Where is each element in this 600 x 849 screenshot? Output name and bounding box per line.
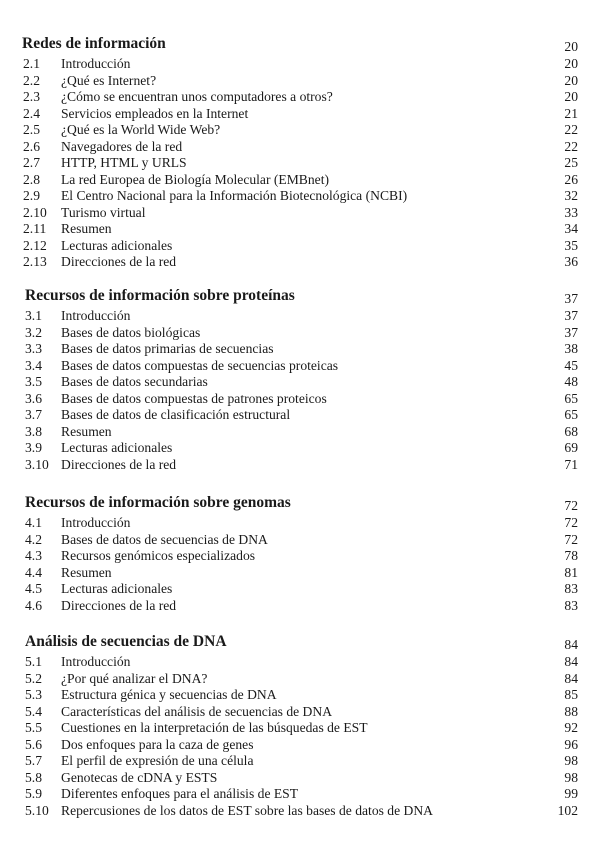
entry-page-number: 37 — [564, 324, 578, 340]
toc-entry — [0, 139, 600, 156]
entry-title: Direcciones de la red — [61, 597, 177, 613]
toc-entry — [0, 89, 600, 106]
entry-title: Introducción — [61, 515, 131, 530]
toc-entry — [0, 565, 600, 582]
entry-title: Direcciones de la red — [61, 254, 177, 269]
entry-title: Repercusiones de los datos de EST sobre las bases de datos de DNA — [61, 802, 433, 818]
entry-page-number: 78 — [564, 548, 578, 563]
entry-page-number: 26 — [564, 171, 578, 187]
entry-number: 5.9 — [25, 786, 42, 801]
entry-title: Lecturas adicionales — [61, 440, 173, 455]
entry-title: ¿Cómo se encuentran unos computadores a otros? — [61, 89, 333, 104]
entry-title: Genotecas de cDNA y ESTS — [61, 769, 218, 785]
toc-entry — [0, 106, 600, 123]
toc-entry — [0, 374, 600, 391]
toc-entry — [0, 341, 600, 358]
toc-entry — [0, 407, 600, 424]
entry-page-number: 34 — [564, 221, 578, 236]
entry-title: Turismo virtual — [61, 204, 146, 220]
chapter-page-number: 20 — [564, 39, 578, 54]
entry-page-number: 22 — [564, 122, 578, 137]
entry-number: 2.10 — [23, 204, 47, 220]
entry-title: Recursos genómicos especializados — [61, 548, 256, 563]
entry-number: 3.7 — [25, 407, 42, 422]
entry-page-number: 21 — [564, 105, 578, 121]
chapter-heading — [0, 493, 600, 513]
entry-number: 5.3 — [25, 687, 42, 702]
entry-number: 4.4 — [25, 564, 42, 580]
entry-number: 5.8 — [25, 769, 42, 785]
entry-number: 2.13 — [23, 254, 47, 269]
entry-number: 4.3 — [25, 548, 42, 563]
chapter-heading — [0, 286, 600, 306]
entry-title: Bases de datos compuestas de secuencias proteicas — [61, 357, 339, 373]
entry-page-number: 92 — [564, 720, 578, 735]
chapter-title: Recursos de información sobre genomas — [25, 494, 291, 511]
entry-page-number: 48 — [564, 374, 578, 389]
entry-number: 5.6 — [25, 736, 42, 752]
chapter-heading — [0, 34, 600, 54]
entry-title: Navegadores de la red — [61, 138, 183, 154]
toc-entry — [0, 532, 600, 549]
toc-entry — [0, 325, 600, 342]
entry-number: 3.8 — [25, 423, 42, 439]
toc-entry — [0, 391, 600, 408]
toc-entry — [0, 598, 600, 615]
entry-number: 2.8 — [23, 171, 40, 187]
entry-title: Introducción — [61, 56, 131, 71]
entry-number: 2.5 — [23, 122, 40, 137]
entry-page-number: 65 — [564, 407, 578, 422]
entry-number: 5.5 — [25, 720, 42, 735]
entry-title: HTTP, HTML y URLS — [61, 155, 187, 170]
entry-title: Introducción — [61, 654, 131, 669]
toc-entry — [0, 457, 600, 474]
entry-number: 3.10 — [25, 456, 49, 472]
chapter-title: Recursos de información sobre proteínas — [25, 287, 295, 304]
entry-page-number: 102 — [557, 802, 578, 818]
entry-title: Bases de datos primarias de secuencias — [61, 341, 274, 356]
entry-page-number: 38 — [564, 341, 578, 356]
entry-number: 3.9 — [25, 440, 42, 455]
entry-title: Dos enfoques para la caza de genes — [61, 736, 254, 752]
entry-number: 2.7 — [23, 155, 40, 170]
chapter-page-number: 37 — [564, 291, 578, 306]
entry-number: 2.2 — [23, 72, 40, 88]
entry-page-number: 99 — [564, 786, 578, 801]
entry-page-number: 32 — [564, 188, 578, 203]
entry-number: 3.6 — [25, 390, 42, 406]
toc-entry — [0, 671, 600, 688]
entry-title: Cuestiones en la interpretación de las búsquedas de EST — [61, 720, 368, 735]
entry-title: Diferentes enfoques para el análisis de EST — [61, 786, 299, 801]
chapter-title: Redes de información — [22, 35, 166, 52]
entry-number: 5.7 — [25, 753, 42, 768]
chapter-recursos-genomas — [0, 493, 600, 614]
toc-entry — [0, 737, 600, 754]
entry-page-number: 20 — [564, 56, 578, 71]
chapter-page-number: 84 — [564, 637, 578, 652]
entry-title: ¿Qué es la World Wide Web? — [61, 122, 221, 137]
entry-title: Estructura génica y secuencias de DNA — [61, 687, 277, 702]
toc-entry — [0, 205, 600, 222]
entry-page-number: 33 — [564, 204, 578, 220]
entry-page-number: 71 — [564, 456, 578, 472]
entry-title: Bases de datos secundarias — [61, 374, 208, 389]
toc-entry — [0, 770, 600, 787]
entry-page-number: 83 — [564, 581, 578, 596]
toc-entry — [0, 687, 600, 704]
entry-title: Bases de datos compuestas de patrones proteicos — [61, 390, 327, 406]
entry-page-number: 37 — [564, 308, 578, 323]
entry-page-number: 88 — [564, 703, 578, 719]
toc-entry — [0, 440, 600, 457]
entry-number: 3.3 — [25, 341, 42, 356]
toc-entry — [0, 424, 600, 441]
entry-number: 5.2 — [25, 670, 42, 686]
entry-title: ¿Por qué analizar el DNA? — [61, 670, 208, 686]
toc-entry — [0, 221, 600, 238]
toc-entry — [0, 122, 600, 139]
toc-entry — [0, 73, 600, 90]
entry-number: 4.6 — [25, 597, 42, 613]
entry-title: Servicios empleados en la Internet — [61, 105, 249, 121]
entry-title: Resumen — [61, 221, 112, 236]
entry-number: 2.4 — [23, 105, 40, 121]
toc-entry — [0, 188, 600, 205]
entry-page-number: 72 — [564, 515, 578, 530]
entry-number: 2.3 — [23, 89, 40, 104]
toc-entry — [0, 155, 600, 172]
entry-number: 3.4 — [25, 357, 42, 373]
entry-title: Lecturas adicionales — [61, 581, 173, 596]
entry-title: Lecturas adicionales — [61, 237, 173, 253]
entry-page-number: 84 — [564, 654, 578, 669]
chapter-heading — [0, 632, 600, 652]
entry-page-number: 83 — [564, 597, 578, 613]
entry-title: El perfil de expresión de una célula — [61, 753, 254, 768]
toc-entry — [0, 704, 600, 721]
entry-page-number: 65 — [564, 390, 578, 406]
entry-page-number: 98 — [564, 769, 578, 785]
entry-title: Características del análisis de secuencias de DNA — [61, 703, 333, 719]
entry-page-number: 81 — [564, 564, 578, 580]
entry-page-number: 98 — [564, 753, 578, 768]
entry-number: 3.2 — [25, 324, 42, 340]
entry-title: Introducción — [61, 308, 131, 323]
entry-title: Resumen — [61, 423, 112, 439]
entry-number: 2.12 — [23, 237, 47, 253]
chapter-page-number: 72 — [564, 498, 578, 513]
toc-entry — [0, 720, 600, 737]
entry-number: 2.11 — [23, 221, 47, 236]
chapter-title: Análisis de secuencias de DNA — [25, 633, 227, 650]
entry-page-number: 20 — [564, 72, 578, 88]
toc-entry — [0, 358, 600, 375]
entry-number: 4.1 — [25, 515, 42, 530]
toc-entry — [0, 548, 600, 565]
entry-page-number: 72 — [564, 531, 578, 547]
entry-page-number: 22 — [564, 138, 578, 154]
entry-page-number: 85 — [564, 687, 578, 702]
entry-title: Resumen — [61, 564, 112, 580]
entry-page-number: 35 — [564, 237, 578, 253]
toc-entry — [0, 581, 600, 598]
entry-page-number: 84 — [564, 670, 578, 686]
toc-entry — [0, 654, 600, 671]
toc-entry — [0, 803, 600, 820]
toc-entry — [0, 172, 600, 189]
chapter-recursos-proteinas — [0, 286, 600, 473]
entry-number: 2.1 — [23, 56, 40, 71]
toc-entry — [0, 753, 600, 770]
entry-page-number: 69 — [564, 440, 578, 455]
entry-title: ¿Qué es Internet? — [61, 72, 157, 88]
chapter-analisis-secuencias-dna — [0, 632, 600, 819]
entry-page-number: 68 — [564, 423, 578, 439]
entry-number: 2.9 — [23, 188, 40, 203]
toc-entry — [0, 254, 600, 271]
entry-number: 3.1 — [25, 308, 42, 323]
entry-number: 5.4 — [25, 703, 42, 719]
entry-title: El Centro Nacional para la Información Biotecnológica (NCBI) — [61, 188, 408, 203]
entry-title: Bases de datos biológicas — [61, 324, 201, 340]
toc-entry — [0, 515, 600, 532]
entry-title: Bases de datos de clasificación estructural — [61, 407, 291, 422]
entry-number: 4.2 — [25, 531, 42, 547]
toc-entry — [0, 56, 600, 73]
entry-number: 4.5 — [25, 581, 42, 596]
entry-page-number: 36 — [564, 254, 578, 269]
entry-page-number: 25 — [564, 155, 578, 170]
entry-number: 2.6 — [23, 138, 40, 154]
entry-title: Direcciones de la red — [61, 456, 177, 472]
entry-page-number: 45 — [564, 357, 578, 373]
entry-page-number: 20 — [564, 89, 578, 104]
entry-number: 5.1 — [25, 654, 42, 669]
entry-number: 3.5 — [25, 374, 42, 389]
toc-entry — [0, 308, 600, 325]
chapter-redes-de-informacion — [0, 34, 600, 271]
toc-entry — [0, 786, 600, 803]
entry-title: Bases de datos de secuencias de DNA — [61, 531, 268, 547]
entry-title: La red Europea de Biología Molecular (EMBnet) — [61, 171, 330, 187]
toc-entry — [0, 238, 600, 255]
entry-number: 5.10 — [25, 802, 49, 818]
entry-page-number: 96 — [564, 736, 578, 752]
